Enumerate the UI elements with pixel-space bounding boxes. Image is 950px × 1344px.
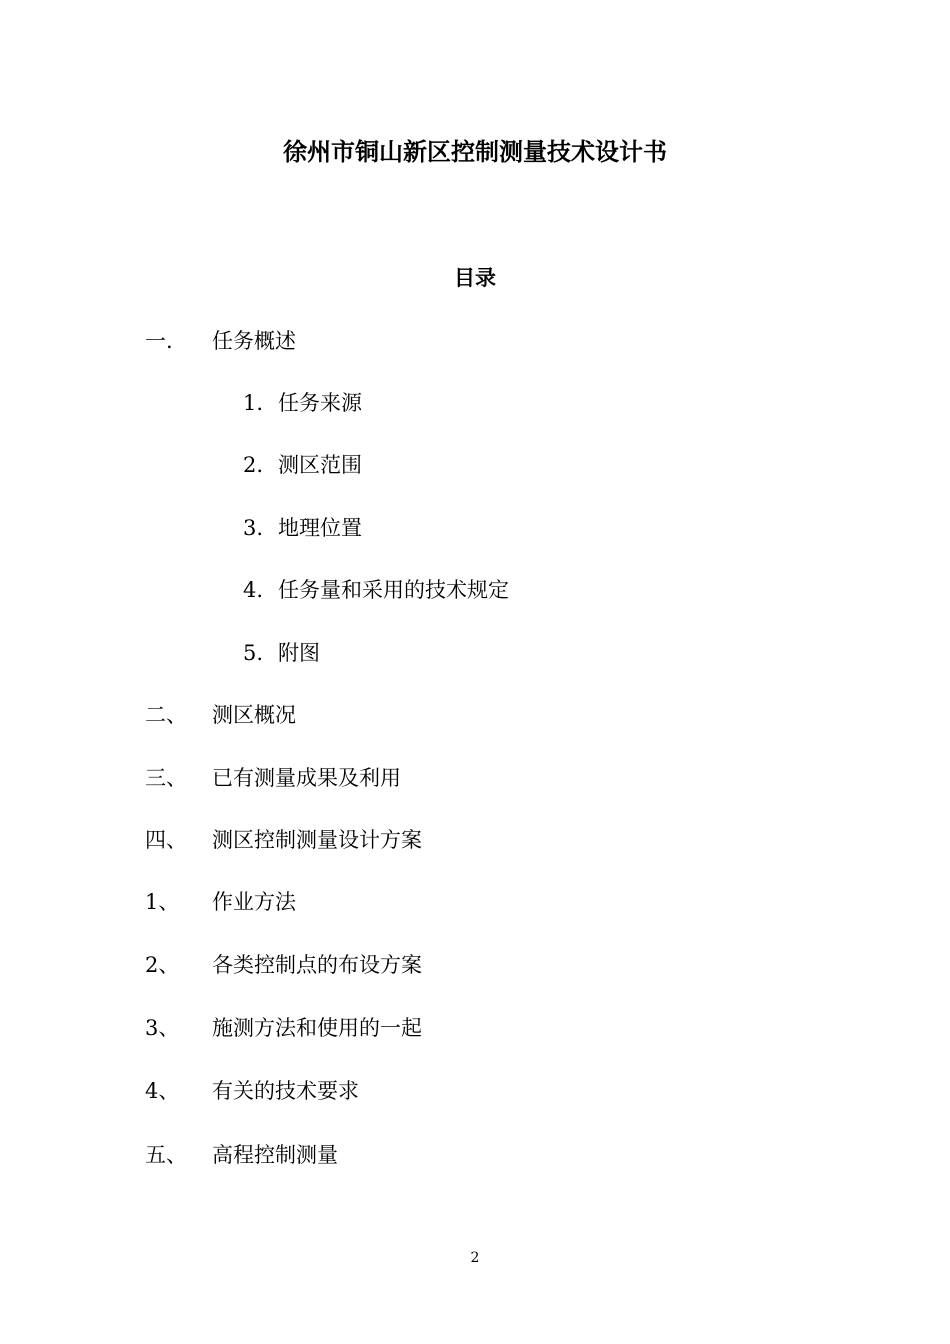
toc-entry-number: 1. [243,391,264,415]
toc-entry-number: 三、 [145,766,187,790]
toc-entry[interactable] [145,948,645,982]
toc-entry-number: 五、 [145,1143,187,1167]
toc-entry-number: 4. [243,578,264,602]
toc-entry-label: 测区控制测量设计方案 [212,828,422,852]
toc-entry-label: 有关的技术要求 [212,1079,359,1103]
toc-entry-number: 3、 [145,1016,180,1040]
toc-entry[interactable] [145,823,645,857]
toc-entry[interactable] [145,885,645,919]
toc-entry-number: 二、 [145,703,187,727]
toc-entry-number: 4、 [145,1079,180,1103]
toc-entry-label: 任务量和采用的技术规定 [278,578,509,602]
toc-entry-number: 1、 [145,890,180,914]
toc-entry-label: 地理位置 [278,516,362,540]
toc-entry[interactable] [145,1074,645,1108]
toc-entry-label: 作业方法 [212,890,296,914]
toc-entry-label: 测区范围 [278,453,362,477]
toc-entry[interactable] [243,573,693,607]
toc-entry[interactable] [243,448,693,482]
toc-entry[interactable] [145,1138,645,1172]
toc-entry-label: 各类控制点的布设方案 [212,953,422,977]
toc-entry-number: 一. [145,329,173,353]
toc-entry[interactable] [145,324,645,358]
toc-entry[interactable] [243,511,693,545]
toc-entry-label: 施测方法和使用的一起 [212,1016,422,1040]
toc-entry[interactable] [243,636,693,670]
toc-entry[interactable] [145,698,645,732]
toc-entry-number: 2、 [145,953,180,977]
toc-entry[interactable] [243,386,693,420]
toc-entry-number: 四、 [145,828,187,852]
toc-entry-label: 任务来源 [278,391,362,415]
toc-heading: 目录 [454,266,496,290]
page-number: 2 [470,1250,480,1266]
toc-entry-number: 2. [243,453,264,477]
toc-entry-label: 已有测量成果及利用 [212,766,401,790]
toc-entry-label: 测区概况 [212,703,296,727]
toc-entry[interactable] [145,1011,645,1045]
toc-entry-label: 附图 [278,641,320,665]
toc-entry-number: 5. [243,641,264,665]
page-title: 徐州市铜山新区控制测量技术设计书 [283,138,667,166]
toc-entry-number: 3. [243,516,264,540]
toc-entry-label: 任务概述 [212,329,296,353]
toc-entry[interactable] [145,761,645,795]
toc-entry-label: 高程控制测量 [212,1143,338,1167]
